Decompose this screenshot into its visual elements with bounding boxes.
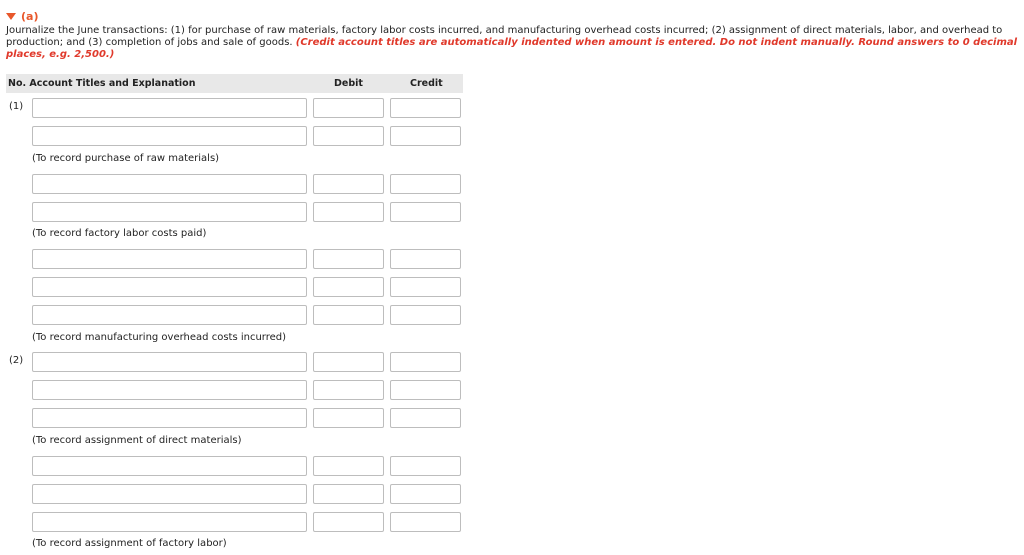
account-title-input[interactable] — [32, 305, 307, 325]
header-no-account-titles: No. Account Titles and Explanation — [8, 78, 196, 89]
credit-input[interactable] — [390, 512, 461, 532]
credit-input[interactable] — [390, 456, 461, 476]
account-title-input[interactable] — [32, 456, 307, 476]
instructions-text: Journalize the June transactions: (1) for purchase of raw materials, factory labor costs incurred, and manufacturing overhead costs incurred; (2) assignment of direct materials, labor, and overhead to production; and (3) completion of jobs and sale of goods. — [6, 25, 1003, 48]
account-title-input[interactable] — [32, 512, 307, 532]
account-title-input[interactable] — [32, 174, 307, 194]
section-label: (a) — [21, 9, 39, 23]
entry-explanation: (To record manufacturing overhead costs incurred) — [32, 332, 287, 343]
table-header — [6, 74, 463, 93]
header-debit: Debit — [334, 78, 363, 89]
credit-input[interactable] — [390, 408, 461, 428]
debit-input[interactable] — [313, 174, 384, 194]
debit-input[interactable] — [313, 249, 384, 269]
debit-input[interactable] — [313, 456, 384, 476]
entry-explanation: (To record assignment of factory labor) — [32, 538, 227, 549]
debit-input[interactable] — [313, 202, 384, 222]
credit-input[interactable] — [390, 277, 461, 297]
header-credit: Credit — [410, 78, 443, 89]
credit-input[interactable] — [390, 380, 461, 400]
entry-number: (1) — [9, 101, 24, 112]
debit-input[interactable] — [313, 277, 384, 297]
account-title-input[interactable] — [32, 249, 307, 269]
debit-input[interactable] — [313, 126, 384, 146]
entry-explanation: (To record assignment of direct materials) — [32, 435, 242, 446]
debit-input[interactable] — [313, 98, 384, 118]
instructions-note: (Credit account titles are automatically indented when amount is entered. Do not indent manually. Round answers to 0 decimal places, e.g. 2,500.) — [6, 37, 1018, 60]
credit-input[interactable] — [390, 202, 461, 222]
section-header[interactable] — [6, 8, 38, 24]
account-title-input[interactable] — [32, 277, 307, 297]
account-title-input[interactable] — [32, 98, 307, 118]
account-title-input[interactable] — [32, 202, 307, 222]
debit-input[interactable] — [313, 408, 384, 428]
debit-input[interactable] — [313, 484, 384, 504]
triangle-down-icon[interactable] — [6, 13, 16, 20]
account-title-input[interactable] — [32, 380, 307, 400]
debit-input[interactable] — [313, 352, 384, 372]
instructions — [6, 25, 1020, 61]
account-title-input[interactable] — [32, 352, 307, 372]
debit-input[interactable] — [313, 512, 384, 532]
account-title-input[interactable] — [32, 408, 307, 428]
credit-input[interactable] — [390, 249, 461, 269]
debit-input[interactable] — [313, 380, 384, 400]
credit-input[interactable] — [390, 174, 461, 194]
credit-input[interactable] — [390, 126, 461, 146]
credit-input[interactable] — [390, 305, 461, 325]
credit-input[interactable] — [390, 352, 461, 372]
account-title-input[interactable] — [32, 126, 307, 146]
account-title-input[interactable] — [32, 484, 307, 504]
credit-input[interactable] — [390, 98, 461, 118]
debit-input[interactable] — [313, 305, 384, 325]
entry-explanation: (To record factory labor costs paid) — [32, 228, 207, 239]
credit-input[interactable] — [390, 484, 461, 504]
entry-number: (2) — [9, 355, 24, 366]
entry-explanation: (To record purchase of raw materials) — [32, 153, 220, 164]
